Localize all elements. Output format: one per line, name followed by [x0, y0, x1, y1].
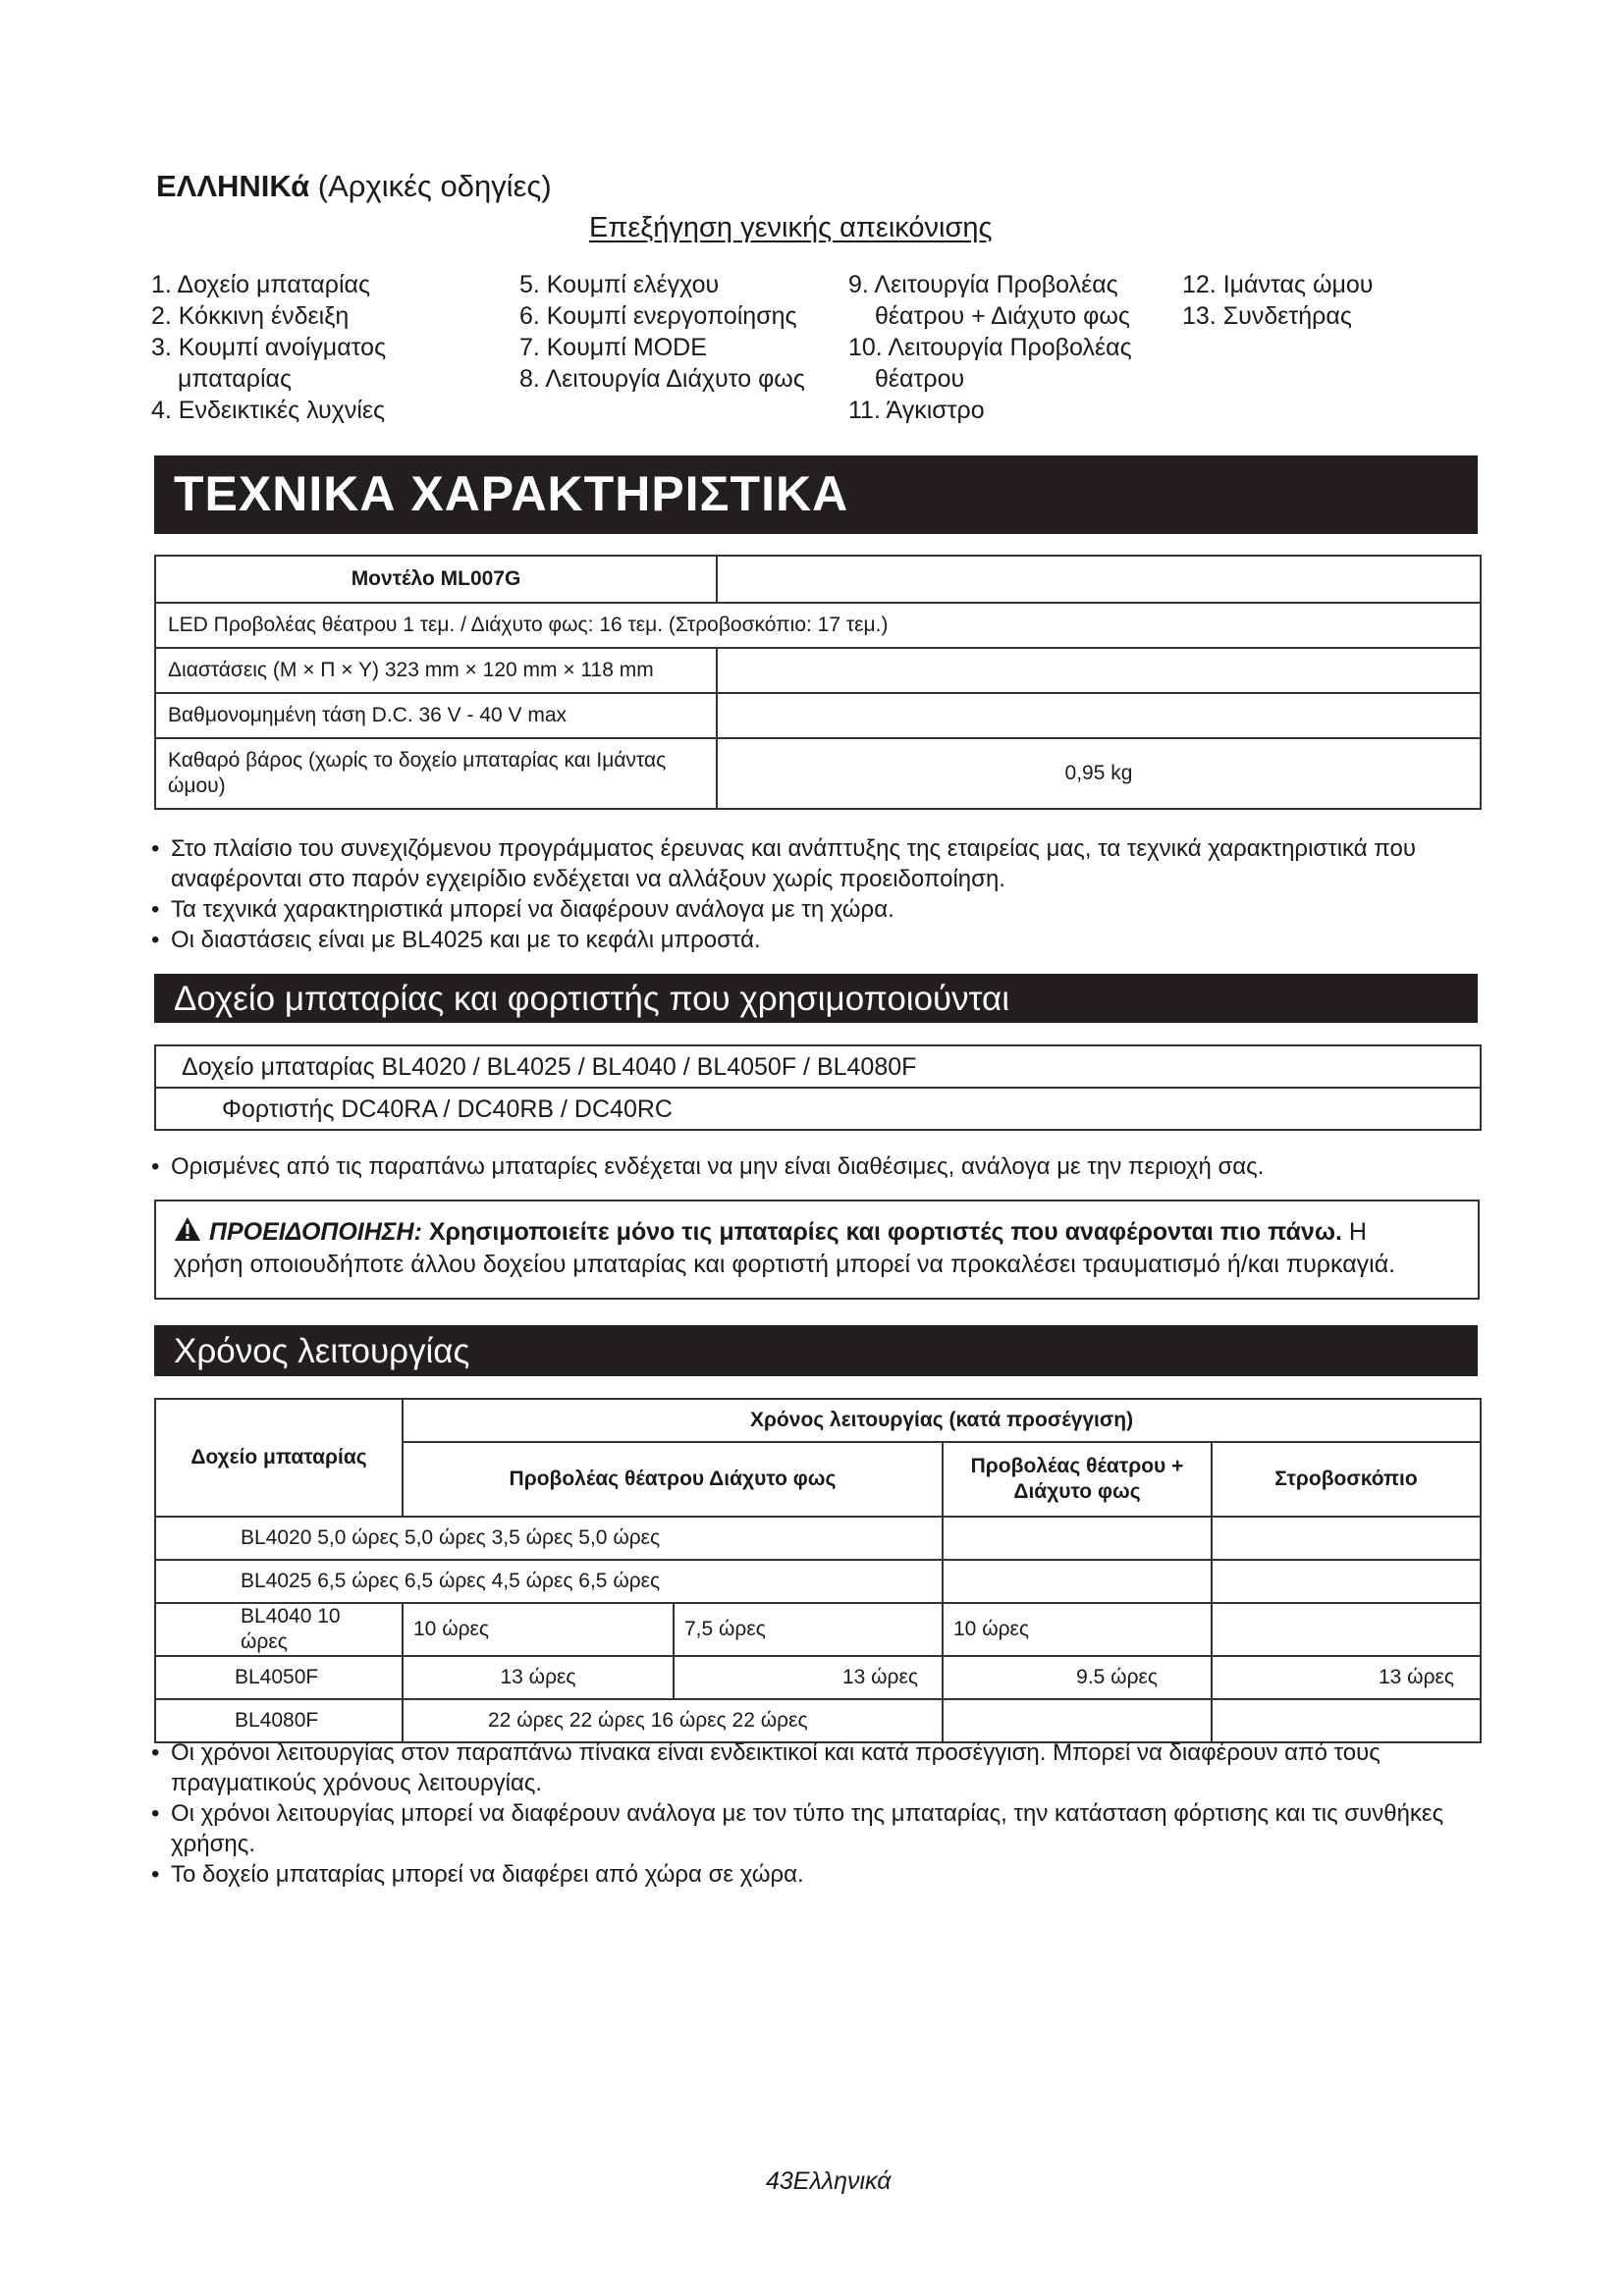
header-combo: Προβολέας θέατρου + Διάχυτο φως [943, 1442, 1212, 1517]
part-item: 7. Κουμπί MODE [519, 334, 707, 361]
header-battery: Δοχείο μπαταρίας [155, 1399, 403, 1517]
note-item: • Οι διαστάσεις είναι με BL4025 και με το κεφάλι μπροστά. [149, 925, 1485, 955]
table-cell: 13 ώρες [1212, 1656, 1481, 1699]
spec-led: LED Προβολέας θέατρου 1 τεμ. / Διάχυτο φως: 16 τεμ. (Στροβοσκόπιο: 17 τεμ.) [155, 603, 1481, 648]
table-cell: 13 ώρες [403, 1656, 674, 1699]
specs-table [154, 555, 1482, 810]
note-item: • Τα τεχνικά χαρακτηριστικά μπορεί να διαφέρουν ανάλογα με τη χώρα. [149, 894, 1485, 925]
runtime-table [154, 1398, 1482, 1743]
specs-banner [154, 455, 1478, 534]
page-number: 43Ελληνικά [766, 2167, 892, 2195]
part-item: 4. Ενδεικτικές λυχνίες [151, 397, 386, 424]
header-strobe: Στροβοσκόπιο [1212, 1442, 1481, 1517]
table-cell [943, 1517, 1212, 1560]
part-item: 3. Κουμπί ανοίγματος [151, 334, 387, 361]
part-item: θέατρου + Διάχυτο φως [875, 302, 1130, 330]
spec-model: Μοντέλο ML007G [155, 556, 717, 603]
note-item: • Το δοχείο μπαταρίας μπορεί να διαφέρει από χώρα σε χώρα. [149, 1859, 1485, 1890]
warning-text-start: Η [1341, 1218, 1367, 1246]
table-row [155, 1603, 1481, 1656]
part-item: 1. Δοχείο μπαταρίας [151, 271, 371, 298]
table-cell [1212, 1699, 1481, 1742]
warning-box [154, 1200, 1480, 1300]
spec-dimensions: Διαστάσεις (Μ × Π × Υ) 323 mm × 120 mm × 118 mm [155, 648, 717, 693]
parts-column-1 [151, 269, 386, 426]
specs-notes [149, 833, 1485, 955]
table-cell: BL4050F [155, 1656, 403, 1699]
table-row [155, 1656, 1481, 1699]
table-row [155, 1045, 1481, 1088]
spec-weight-label: Καθαρό βάρος (χωρίς το δοχείο μπαταρίας και Ιμάντας ώμου) [155, 738, 717, 809]
language-note: (Αρχικές οδηγίες) [317, 169, 552, 203]
table-row [155, 1560, 1481, 1603]
parts-column-3 [848, 269, 1132, 426]
spec-weight-value: 0,95 kg [717, 738, 1481, 809]
header-mixed: Προβολέας θέατρου Διάχυτο φως [403, 1442, 943, 1517]
battery-table [154, 1044, 1482, 1131]
table-cell [943, 1560, 1212, 1603]
table-row [155, 603, 1481, 648]
table-cell: 10 ώρες [943, 1603, 1212, 1656]
part-item: θέατρου [875, 365, 965, 393]
warning-text: χρήση οποιουδήποτε άλλου δοχείου μπαταρίας και φορτιστή μπορεί να προκαλέσει τραυματισμό ή/και πυρκαγιά. [174, 1251, 1396, 1278]
part-item: 13. Συνδετήρας [1182, 302, 1352, 330]
part-item: 11. Άγκιστρο [848, 397, 985, 424]
table-cell: BL4080F [155, 1699, 403, 1742]
table-row [155, 1517, 1481, 1560]
table-cell: 13 ώρες [674, 1656, 943, 1699]
battery-list: Δοχείο μπαταρίας BL4020 / BL4025 / BL4040 / BL4050F / BL4080F [155, 1045, 1481, 1088]
section-subtitle: Επεξήγηση γενικής απεικόνισης [589, 212, 993, 243]
battery-banner [154, 974, 1478, 1023]
table-cell [1212, 1603, 1481, 1656]
table-row [155, 1088, 1481, 1130]
runtime-title: Χρόνος λειτουργίας [174, 1332, 470, 1370]
warning-icon [174, 1216, 201, 1242]
table-row [155, 693, 1481, 738]
part-item: 10. Λειτουργία Προβολέας [848, 334, 1132, 361]
specs-title: ΤΕΧΝΙΚΑ ΧΑΡΑΚΤΗΡΙΣΤΙΚΑ [174, 466, 849, 521]
table-cell [1212, 1560, 1481, 1603]
table-cell: BL4040 10 ώρες [155, 1603, 403, 1656]
table-cell: 10 ώρες [403, 1603, 674, 1656]
table-cell [943, 1699, 1212, 1742]
table-cell: 9.5 ώρες [943, 1656, 1212, 1699]
header-runtime: Χρόνος λειτουργίας (κατά προσέγγιση) [403, 1399, 1481, 1442]
table-row [155, 1699, 1481, 1742]
table-cell: BL4020 5,0 ώρες 5,0 ώρες 3,5 ώρες 5,0 ώρες [155, 1517, 943, 1560]
note-item: • Οι χρόνοι λειτουργίας στον παραπάνω πίνακα είναι ενδεικτικοί και κατά προσέγγιση. Μπορεί να διαφέρουν από τους πραγματικούς χρόνους λειτουργίας. [149, 1737, 1485, 1798]
battery-notes [149, 1151, 1485, 1182]
spec-voltage: Βαθμονομημένη τάση D.C. 36 V - 40 V max [155, 693, 717, 738]
warning-bold-text: Χρησιμοποιείτε μόνο τις μπαταρίες και φορτιστές που αναφέρονται πιο πάνω. [428, 1218, 1342, 1246]
part-item: 5. Κουμπί ελέγχου [519, 271, 720, 298]
part-item: 2. Κόκκινη ένδειξη [151, 302, 350, 330]
part-item: 9. Λειτουργία Προβολέας [848, 271, 1118, 298]
part-item: 6. Κουμπί ενεργοποίησης [519, 302, 797, 330]
warning-line-1 [174, 1216, 1475, 1249]
note-item: • Στο πλαίσιο του συνεχιζόμενου προγράμματος έρευνας και ανάπτυξης της εταιρείας μας, τα τεχνικά χαρακτηριστικά που αναφέρονται στο παρόν εγχειρίδιο ενδέχεται να αλλάξουν χωρίς προειδοποίηση. [149, 833, 1485, 894]
language-title [156, 169, 552, 204]
note-item: • Οι χρόνοι λειτουργίας μπορεί να διαφέρουν ανάλογα με τον τύπο της μπαταρίας, την κατάσταση φόρτισης και τις συνθήκες χρήσης. [149, 1798, 1485, 1859]
table-row [155, 738, 1481, 809]
note-item: • Ορισμένες από τις παραπάνω μπαταρίες ενδέχεται να μην είναι διαθέσιμες, ανάλογα με την περιοχή σας. [149, 1151, 1485, 1182]
table-row [155, 1399, 1481, 1442]
table-cell: 22 ώρες 22 ώρες 16 ώρες 22 ώρες [403, 1699, 943, 1742]
table-cell: 7,5 ώρες [674, 1603, 943, 1656]
part-item: 12. Ιμάντας ώμου [1182, 271, 1374, 298]
table-cell: BL4025 6,5 ώρες 6,5 ώρες 4,5 ώρες 6,5 ώρες [155, 1560, 943, 1603]
parts-column-2 [519, 269, 805, 395]
runtime-banner [154, 1325, 1478, 1376]
runtime-notes [149, 1737, 1485, 1890]
part-item: μπαταρίας [178, 365, 293, 393]
parts-column-4 [1182, 269, 1373, 332]
table-cell [1212, 1517, 1481, 1560]
language-label: ΕΛΛΗΝΙΚά [156, 169, 310, 203]
charger-list: Φορτιστής DC40RA / DC40RB / DC40RC [155, 1088, 1481, 1130]
table-row [155, 556, 1481, 603]
table-row [155, 648, 1481, 693]
warning-label: ΠΡΟΕΙΔΟΠΟΙΗΣΗ: [209, 1218, 422, 1246]
part-item: 8. Λειτουργία Διάχυτο φως [519, 365, 805, 393]
battery-title: Δοχείο μπαταρίας και φορτιστής που χρησιμοποιούνται [174, 980, 1010, 1018]
